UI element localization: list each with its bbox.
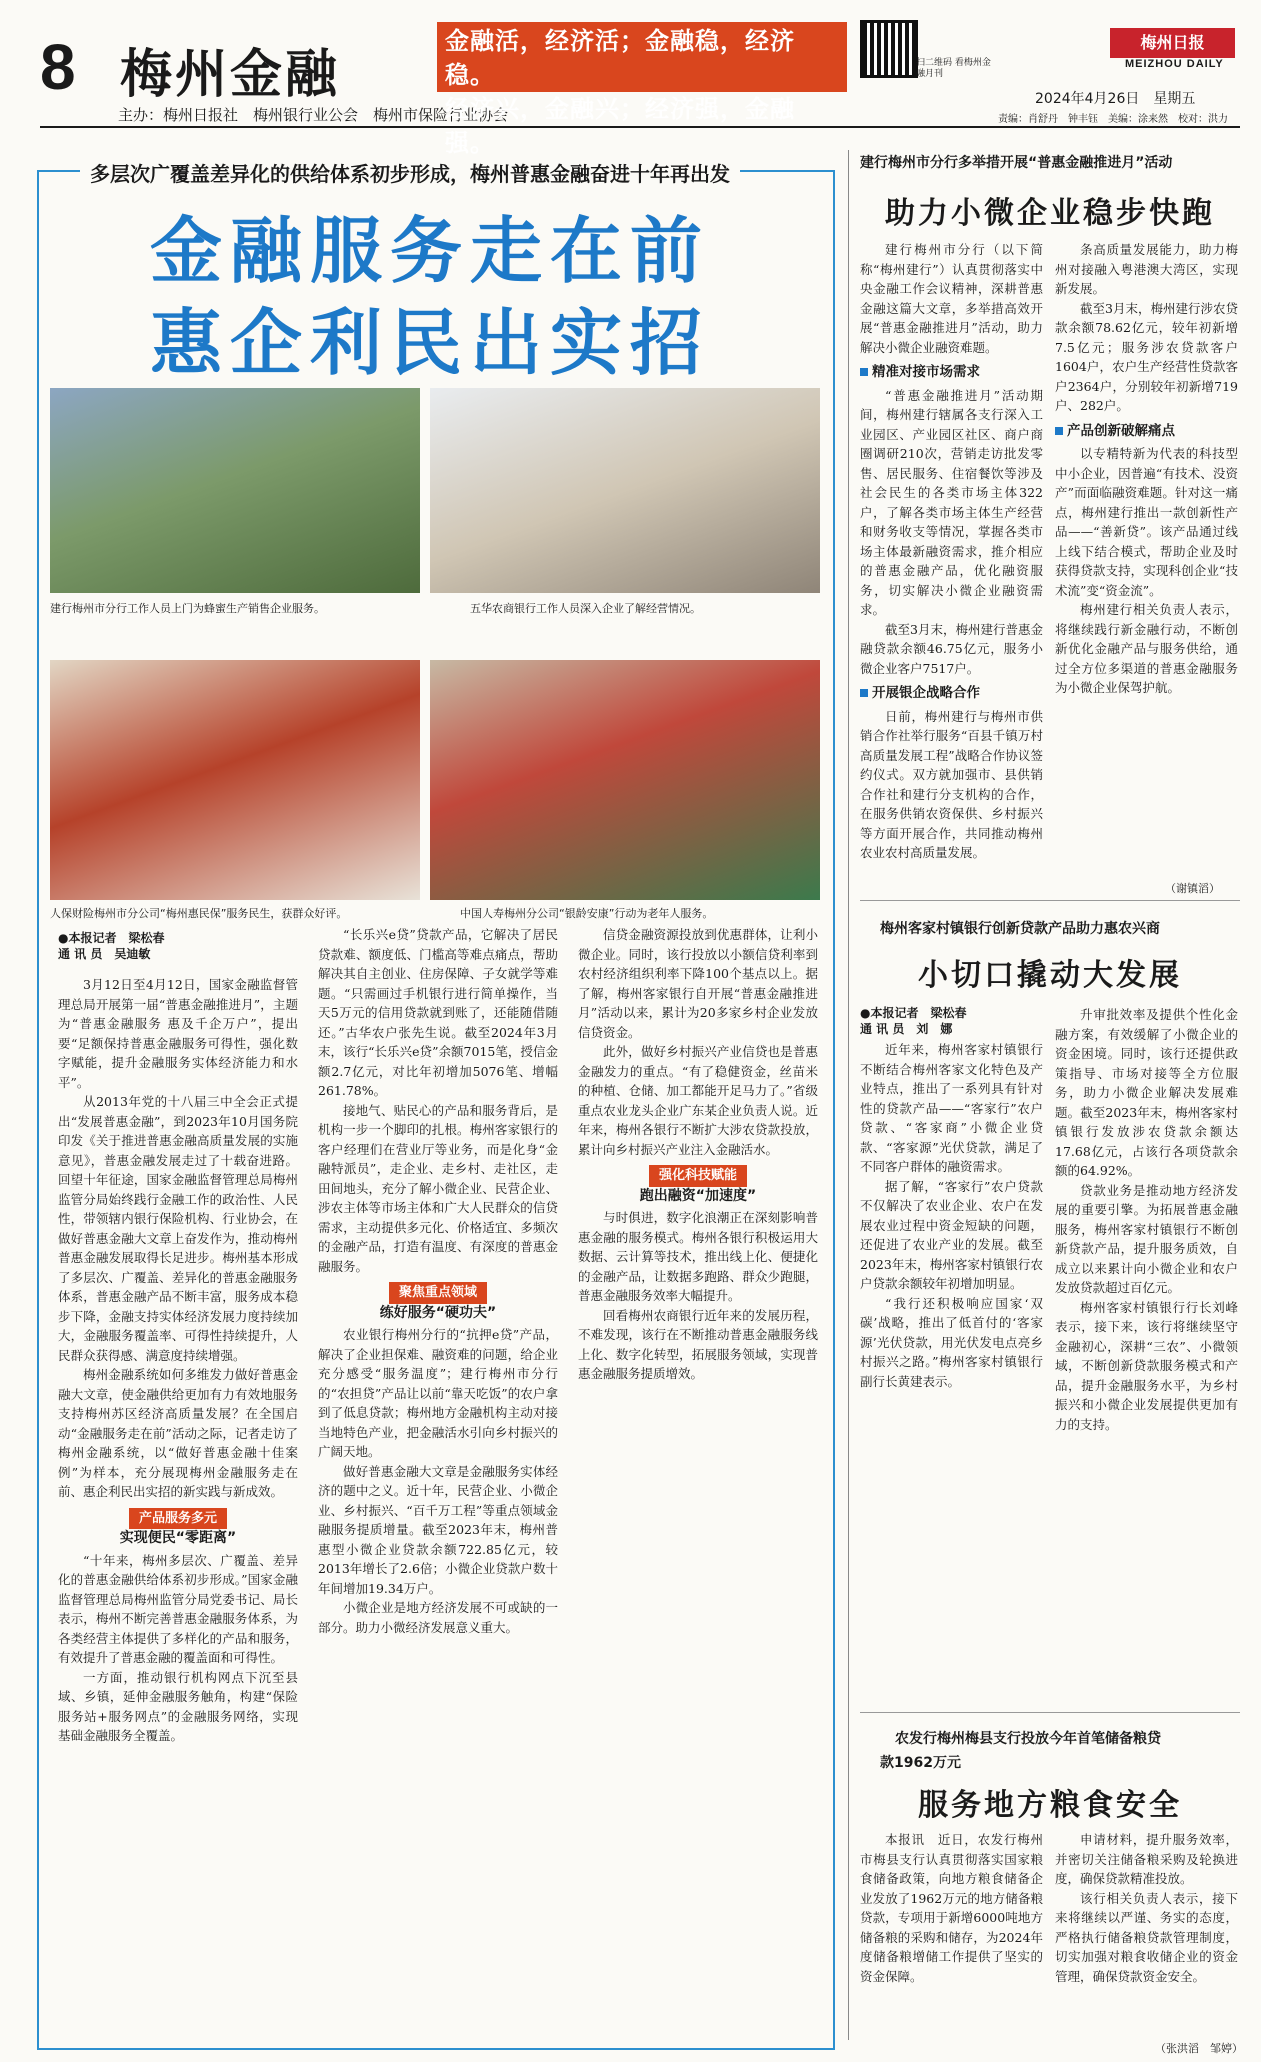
paragraph: “普惠金融推进月”活动期间，梅州建行辖属各支行深入工业园区、产业园区社区、商户商圈调研210次，营销走访批发零售、居民服务、住宿餐饮等涉及社会民生的各类市场主体322户，了解各类市场主体生产经营和财务收支等情况，掌握各类市场主体最新融资需求，推介相应的普惠金融产品，优化融资服务，切实解决小微企业融资需求。: [860, 387, 1043, 617]
paragraph: 截至3月末，梅州建行涉农贷款余额78.62亿元，较年初新增7.5亿元；服务涉农贷款客户1604户，农户生产经营性贷款客户2364户，分别较年初新增719户、282户。: [1055, 300, 1238, 413]
paragraph: 梅州金融系统如何多维发力做好普惠金融大文章，使金融供给更加有力有效地服务支持梅州苏区经济高质量发展？在全国启动“金融服务走在前”活动之际，记者走访了梅州金融系统，以“做好普惠金融十佳案例”为样本，充分展现梅州金融服务走在前、惠企利民出实招的新实践与新成效。: [58, 1367, 298, 1499]
article3-kicker: 农发行梅州梅县支行投放今年首笔储备粮贷: [895, 1731, 1161, 1747]
newspaper-logo-english: MEIZHOU DAILY: [1125, 58, 1224, 70]
feature-headline: [100, 205, 760, 389]
paragraph: 一方面，推动银行机构网点下沉至县域、乡镇，延伸金融服务触角，构建“保险服务站+服务网点”的金融服务网络，实现基础金融服务全覆盖。: [58, 1669, 298, 1743]
feature-intro-line: 多层次广覆盖差异化的供给体系初步形成，梅州普惠金融奋进十年再出发: [80, 158, 740, 187]
paragraph: 升审批效率及提供个性化金融方案，有效缓解了小微企业的资金困境。同时，该行还提供政策指导、市场对接等全方位服务，助力小微企业解决发展难题。截至2023年末，梅州客家村镇银行发放涉农贷款余额达17.68亿元，占该行各项贷款余额的64.92%。: [1055, 1007, 1238, 1178]
byline-correspondent: 通 讯 员 吴迪敏: [58, 947, 151, 961]
paragraph: 从2013年党的十八届三中全会正式提出“发展普惠金融”，到2023年10月国务院印发《关于推进普惠金融高质量发展的实施意见》，普惠金融发展走过了十载奋进路。回望十年征途，国家金融监督管理总局梅州监管分局始终践行金融工作的政治性、人民性，带领辖内银行保险机构、行业协会，在做好普惠金融大文章上奋发作为，推动梅州普惠金融发展取得长足进步。梅州基本形成了多层次、广覆盖、差异化的普惠金融服务体系，普惠金融产品不断丰富，服务成本稳步下降，金融支持实体经济发展力度持续加大，金融服务覆盖率、可得性持续提升，人民群众获得感、满意度持续增强。: [58, 1094, 298, 1363]
paragraph: 截至3月末，梅州建行普惠金融贷款余额46.75亿元，服务小微企业客户7517户。: [860, 621, 1043, 676]
photo-caption-2: 五华农商银行工作人员深入企业了解经营情况。: [470, 602, 701, 615]
photo-elderly-service: [430, 660, 820, 900]
article3-kicker-2: 款1962万元: [880, 1755, 961, 1771]
qr-caption: 扫二维码 看梅州金融月刊: [916, 58, 991, 79]
page-number: 8: [40, 31, 76, 103]
qr-code-icon[interactable]: [860, 20, 918, 78]
article2-kicker: 梅州客家村镇银行创新贷款产品助力惠农兴商: [880, 921, 1160, 937]
photo-caption-3: 人保财险梅州市分公司“梅州惠民保”服务民生，获群众好评。: [50, 907, 348, 920]
subheading-tech: [578, 1165, 818, 1206]
paragraph: “我行还积极响应国家‘双碳’战略，推出了低首付的‘客家源’光伏贷款，用光伏发电点亮乡村振兴之路。”梅州客家村镇银行副行长黄建表示。: [860, 1295, 1043, 1389]
feature-column-1: [58, 975, 298, 2040]
paragraph: 3月12日至4月12日，国家金融监督管理总局开展第一届“普惠金融推进月”，主题为“普惠金融服务 惠及千企万户”，提出要“足额保持普惠金融服务可得性，强化数字赋能，提升金融服务实体经济能力和水平”。: [58, 977, 298, 1090]
subheading-tag: 聚焦重点领域: [389, 1282, 487, 1304]
article2-title: 小切口撬动大发展: [918, 958, 1182, 993]
feature-byline: [58, 930, 164, 962]
paragraph: 日前，梅州建行与梅州市供销合作社举行服务“百县千镇万村高质量发展工程”战略合作协议签约仪式。双方就加强市、县供销合作社和建行分支机构的合作，在服务供销农资保供、乡村振兴等方面开展合作，共同推动梅州农业农村高质量发展。: [860, 708, 1043, 860]
article2-byline: [860, 1005, 966, 1037]
paragraph: 农业银行梅州分行的“抗押e贷”产品，解决了企业担保难、融资难的问题，给企业充分感受“服务温度”；建行梅州市分行的“农担贷”产品让以前“靠天吃饭”的农户拿到了低息贷款；梅州地方金融机构主动对接当地特色产业，把金融活水引向乡村振兴的广阔天地。: [318, 1327, 558, 1459]
paragraph: 本报讯 近日，农发行梅州市梅县支行认真贯彻落实国家粮食储备政策，向地方粮食储备企业发放了1962万元的地方储备粮贷款，专项用于新增6000吨地方储备粮的采购和储存，为2024年度储备粮增储工作提供了坚实的资金保障。: [860, 1832, 1043, 1984]
feature-headline-line-1: 金融服务走在前: [149, 208, 710, 293]
article3-column-b: [1055, 1830, 1238, 2040]
paragraph: “长乐兴e贷”贷款产品，它解决了居民贷款难、额度低、门槛高等难点痛点，帮助解决其自主创业、住房保障、子女就学等难题。“只需画过手机银行进行简单操作，当天5万元的信用贷款就到账了，还能随借随还。”古华农户张先生说。截至2024年3月末，该行“长乐兴e贷”余额7015笔，授信金额2.7亿元，对比年初增加5076笔、增幅261.78%。: [318, 927, 558, 1098]
paragraph: 申请材料，提升服务效率，并密切关注储备粮采购及轮换进度，确保贷款精准投放。: [1055, 1832, 1238, 1886]
paragraph: 小微企业是地方经济发展不可或缺的一部分。助力小微经济发展意义重大。: [318, 1600, 558, 1635]
slogan-line-1: 金融活，经济活；金融稳，经济稳。: [445, 27, 795, 89]
article3-column-a: [860, 1830, 1043, 2040]
article-divider: [860, 1712, 1240, 1713]
article1-subhead-2: 开展银企战略合作: [860, 684, 1043, 704]
paragraph: 梅州客家村镇银行行长刘峰表示，接下来，该行将继续坚守金融初心，深耕“三农”、小微领域，不断创新贷款服务模式和产品，提升金融服务水平，为乡村振兴和小微企业发展提供更加有力的支持。: [1055, 1299, 1238, 1432]
paragraph: 接地气、贴民心的产品和服务背后，是机构一步一个脚印的扎根。梅州客家银行的客户经理们在营业厅等业务，而是化身“金融特派员”，走企业、走乡村、走社区，走田间地头，充分了解小微企业、民营企业、涉农主体等市场主体和广大人民群众的信贷需求，主动提供多元化、价格适宜、多频次的金融产品，打造有温度、有深度的普惠金融服务。: [318, 1102, 558, 1274]
article1-column-b: [1055, 240, 1238, 875]
paragraph: 回看梅州农商银行近年来的发展历程，不难发现，该行在不断推动普惠金融服务线上化、数字化转型，拓展服务领域，实现普惠金融服务提质增效。: [578, 1307, 818, 1381]
slogan-line-2: 经济兴，金融兴；经济强，金融强。: [445, 95, 795, 157]
photo-banner-presentation: [50, 660, 420, 900]
article-divider: [860, 900, 1240, 901]
article1-kicker: 建行梅州市分行多举措开展“普惠金融推进月”活动: [860, 155, 1173, 171]
paragraph: 此外，做好乡村振兴产业信贷也是普惠金融发力的重点。“有了稳健资金，丝苗米的种植、仓储、加工都能开足马力了。”省级重点农业龙头企业广东某企业负责人说。近年来，梅州各银行不断扩大涉农贷款投放，累计向乡村振兴产业注入金融活水。: [578, 1044, 818, 1157]
byline-reporter: ●本报记者 梁松春: [58, 931, 165, 945]
subheading-tag: 产品服务多元: [129, 1508, 227, 1530]
sponsors-line: 主办：梅州日报社 梅州银行业公会 梅州市保险行业协会: [118, 106, 509, 124]
column-divider: [848, 150, 849, 2040]
paragraph: 贷款业务是推动地方经济发展的重要引擎。为拓展普惠金融服务，梅州客家村镇银行不断创新贷款产品，提升服务质效，自成立以来累计向小微企业和农户发放贷款超过百亿元。: [1055, 1182, 1238, 1295]
subheading-focus: [318, 1282, 558, 1323]
paragraph: “十年来，梅州多层次、广覆盖、差异化的普惠金融供给体系初步形成。”国家金融监督管理总局梅州监管分局党委书记、局长表示，梅州不断完善普惠金融服务体系，为各类经营主体提供了多样化的产品和服务，有效提升了普惠金融的覆盖面和可得性。: [58, 1552, 298, 1665]
paragraph: 与时俱进，数字化浪潮正在深刻影响普惠金融的服务模式。梅州各银行积极运用大数据、云计算等技术，推出线上化、便捷化的金融产品，让数据多跑路、群众少跑腿，普惠金融服务效率大幅提升。: [578, 1210, 818, 1303]
byline-reporter: ●本报记者 梁松春: [860, 1006, 967, 1020]
paragraph: 信贷金融资源投放到优惠群体，让利小微企业。同时，该行投放以小额信贷利率到农村经济组织利率下降100个基点以上。据了解，梅州客家银行自开展“普惠金融推进月”活动以来，累计为20多家乡村企业发放信贷资金。: [578, 927, 818, 1040]
paragraph: 近年来，梅州客家村镇银行不断结合梅州客家文化特色及产业特点，推出了一系列具有针对性的贷款产品——“客家行”农户贷款、“客家商”小微企业贷款、“客家源”光伏贷款，满足了不同客户群体的融资需求。: [860, 1042, 1043, 1174]
paragraph: 以专精特新为代表的科技型中小企业，因普遍“有技术、没资产”而面临融资难题。针对这一痛点，梅州建行推出一款创新性产品——“善新贷”。该产品通过线上线下结合模式，帮助企业及时获得贷款支持，实现科创企业“技术流”变“资金流”。: [1055, 446, 1238, 598]
feature-headline-line-2: 惠企利民出实招: [149, 300, 710, 385]
photo-caption-1: 建行梅州市分行工作人员上门为蜂蜜生产销售企业服务。: [50, 602, 325, 615]
article1-column-a: [860, 240, 1043, 875]
issue-date: 2024年4月26日 星期五: [1035, 91, 1196, 107]
paragraph: 据了解，“客家行”农户贷款不仅解决了农业企业、农户在发展农业过程中资金短缺的问题，还促进了农业产业的发展。截至2023年末，梅州客家村镇银行农户贷款余额较年初增加明显。: [860, 1178, 1043, 1291]
article2-column-a: [860, 1040, 1043, 1705]
subheading-text: 练好服务“硬功夫”: [379, 1304, 497, 1321]
editor-credits: 责编：肖舒丹 钟丰钰 美编：涂来然 校对：洪力: [998, 114, 1228, 125]
photo-caption-4: 中国人寿梅州分公司“银龄安康”行动为老年人服务。: [460, 907, 714, 920]
newspaper-logo: 梅州日报: [1110, 28, 1235, 58]
article1-subhead-3: 产品创新破解痛点: [1055, 422, 1238, 442]
header-rule: [40, 126, 1240, 128]
paragraph: 梅州建行相关负责人表示，将继续践行新金融行动，不断创新优化金融产品与服务供给，通过全方位多渠道的普惠金融服务为小微企业保驾护航。: [1055, 602, 1238, 695]
slogan-banner: [437, 22, 847, 157]
feature-column-3: [578, 925, 818, 2040]
paragraph: 该行相关负责人表示，接下来将继续以严谨、务实的态度，严格执行储备粮贷款管理制度，切实加强对粮食收储企业的资金管理，确保贷款资金安全。: [1055, 1890, 1238, 1984]
subheading-text: 实现便民“零距离”: [119, 1530, 237, 1546]
subheading-text: 跑出融资“加速度”: [639, 1187, 757, 1204]
section-title: 梅州金融: [120, 45, 341, 105]
article1-title: 助力小微企业稳步快跑: [885, 196, 1215, 231]
byline-correspondent: 通 讯 员 刘 娜: [860, 1022, 953, 1036]
article3-author: （张洪滔 邹婷）: [1155, 2042, 1243, 2055]
subheading-tag: 强化科技赋能: [649, 1165, 747, 1187]
article2-column-b: [1055, 1005, 1238, 1705]
paragraph: 建行梅州市分行（以下简称“梅州建行”）认真贯彻落实中央金融工作会议精神，深耕普惠金融这篇大文章，多举措高效开展“普惠金融推进月”活动，助力解决小微企业融资难题。: [860, 242, 1043, 355]
photo-beehive-visit: [50, 388, 420, 593]
article1-subhead-1: 精准对接市场需求: [860, 363, 1043, 383]
article1-author: （谢镇滔）: [1165, 882, 1220, 895]
paragraph: 做好普惠金融大文章是金融服务实体经济的题中之义。近十年，民营企业、小微企业、乡村振兴、“百千万工程”等重点领域金融服务提质增量。截至2023年末，梅州普惠型小微企业贷款余额722.85亿元，较2013年增长了2.6倍；小微企业贷款户数十年间增加19.34万户。: [318, 1463, 558, 1596]
feature-column-2: [318, 925, 558, 2040]
photo-factory-visit: [430, 388, 820, 593]
article3-title: 服务地方粮食安全: [918, 1788, 1182, 1823]
subheading-products: [58, 1508, 298, 1549]
paragraph: 条高质量发展能力，助力梅州对接融入粤港澳大湾区，实现新发展。: [1055, 242, 1238, 296]
